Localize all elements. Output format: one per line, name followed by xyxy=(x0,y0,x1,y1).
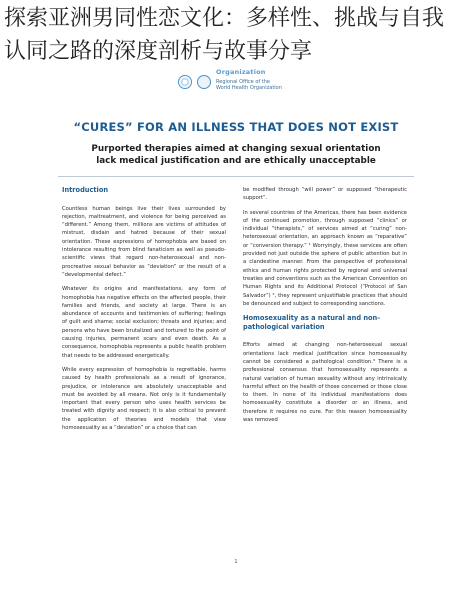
right-column xyxy=(243,186,407,430)
page-number: 1 xyxy=(234,559,238,565)
section-title-introduction: Introduction xyxy=(62,186,109,194)
organization-name: Organization xyxy=(216,68,266,76)
organization-logos xyxy=(178,66,298,94)
document-image xyxy=(42,66,430,600)
page-title: 探索亚洲男同性恋文化：多样性、挑战与自我认同之路的深度剖析与故事分享 xyxy=(4,6,445,64)
organization-line: Regional Office of the xyxy=(216,79,270,85)
paragraph: Whatever its origins and manifestations, any form of homophobia has negative effects on the affected people, their families and friends, and society at large. There is an abundance of accounts and testimonies of suffering; feelings of guilt and shame; social exclusion; threats and injuries; and persons who have been brutalized and tortured to the point of causing injuries, permanent scars and even death. As a consequence, homophobia represents a public health problem that needs to be addressed energetically. xyxy=(62,286,226,359)
un-emblem-icon xyxy=(178,75,192,89)
paragraph: be modified through “will power” or supposed “therapeutic support”. xyxy=(243,187,407,202)
paragraph: In several countries of the Americas, there has been evidence of the continued promotion, through supposed “clinics” or individual “therapists,” of services aimed at “curing” non-heterosexual orientation, an approach known as “reparative” or “conversion therapy.” ¹ Worryingly, these services are often provided not just outside the sphere of public attention but in a clandestine manner. From the perspective of professional ethics and human rights protected by regional and universal treaties and conventions such as the American Convention on Human Rights and its Additional Protocol (“Protocol of San Salvador”) ², they represent unjustifiable practices that should be denounced and subject to corresponding sanctions. xyxy=(243,209,407,307)
divider xyxy=(58,176,414,177)
paragraph: Countless human beings live their lives surrounded by rejection, maltreatment, and violence for being perceived as “different.” Among them, millions are victims of attitudes of mistrust, disdain and hatred because of their sexual orientation. These expressions of homophobia are based on intolerance resulting from blind fanaticism as well as pseudo-scientific views that regard non-heterosexual and non-procreative sexual behavior as “deviation” or the result of a “developmental defect.” xyxy=(62,205,226,278)
paragraph: While every expression of homophobia is regrettable, harms caused by health professionals as a result of ignorance, prejudice, or intolerance are absolutely unacceptable and must be avoided by all means. Not only is it fundamentally important that every person who uses health services be treated with dignity and respect; it is also critical to prevent the application of theories and models that view homosexuality as a “deviation” or a choice that can xyxy=(62,366,226,432)
document-heading: “CURES” FOR AN ILLNESS THAT DOES NOT EXIST xyxy=(73,120,399,134)
organization-line: World Health Organization xyxy=(216,85,282,91)
who-emblem-icon xyxy=(197,75,211,89)
left-column xyxy=(62,186,226,438)
document-subheading: Purported therapies aimed at changing sexual orientation lack medical justification and are ethically unacceptable xyxy=(91,144,381,166)
section-title-homosexuality: Homosexuality as a natural and non-pathological variation xyxy=(243,314,380,331)
paragraph: Efforts aimed at changing non-heterosexual sexual orientations lack medical justification since homosexuality cannot be considered a pathological condition.³ There is a professional consensus that homosexuality represents a natural variation of human sexuality without any intrinsically harmful effect on the health of those concerned or those close to them. In none of its individual manifestations does homosexuality constitute a disorder or an illness, and therefore it requires no cure. For this reason homosexuality was removed xyxy=(243,342,407,424)
